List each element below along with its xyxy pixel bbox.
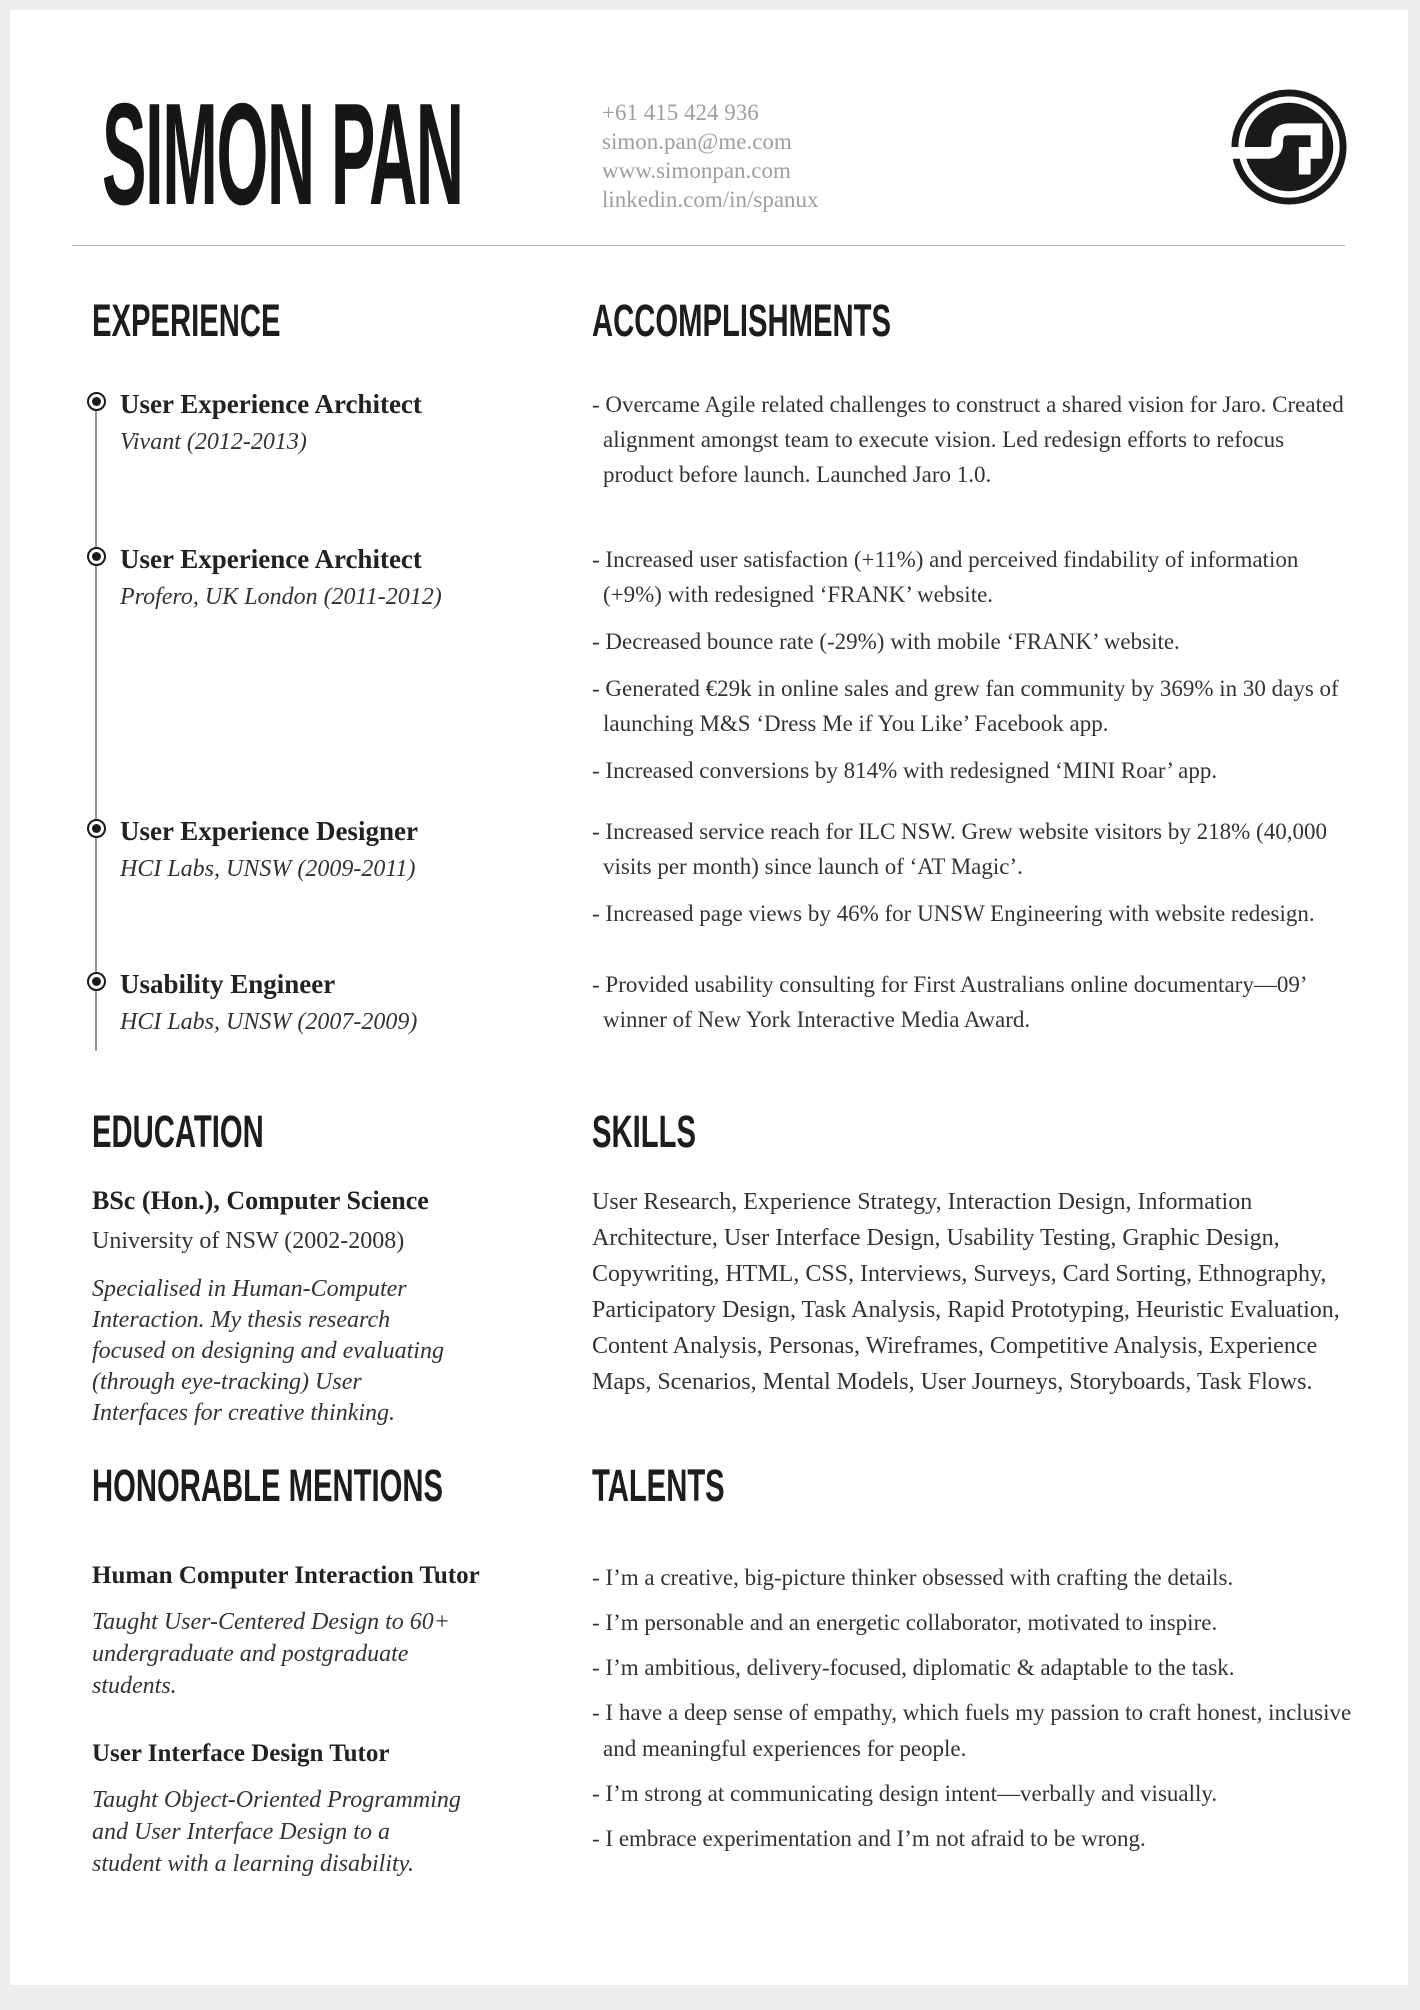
accomplishment-bullet: - Generated €29k in online sales and grew fan community by 369% in 30 days of launching M&S ‘Dress Me if You Like’ Facebook app. (592, 671, 1360, 741)
mention-role: Human Computer Interaction Tutor (92, 1562, 480, 1589)
section-headings-row-1 (92, 295, 1362, 346)
experience-org: HCI Labs, UNSW (2007-2009) (120, 1009, 418, 1035)
talents-heading: TALENTS (592, 1460, 725, 1511)
contact-phone: +61 415 424 936 (602, 100, 759, 125)
accomplishment-bullet: - Increased service reach for ILC NSW. Grew website visitors by 218% (40,000 visits per month) since launch of ‘AT Magic’. (592, 814, 1360, 884)
skills-list-text: User Research, Experience Strategy, Interaction Design, Information Architecture, User Interface Design, Usability Testing, Graphic Design, Copywriting, HTML, CSS, Interviews, Surveys, Card Sorting, Ethnography, Participatory Design, Task Analysis, Rapid Prototyping, Heuristic Evaluation, Content Analysis, Personas, Wireframes, Competitive Analysis, Experience Maps, Scenarios, Mental Models, User Journeys, Storyboards, Task Flows. (592, 1189, 1340, 1395)
honorable-mention-item (92, 1738, 542, 1880)
talents-content (582, 1560, 1362, 1857)
experience-row-1 (92, 387, 1362, 492)
mentions-talents-row (92, 1560, 1362, 1880)
experience-org: Profero, UK London (2011-2012) (120, 584, 442, 610)
timeline-dot-icon (87, 547, 106, 566)
mention-role: User Interface Design Tutor (92, 1740, 390, 1767)
experience-row-3 (92, 814, 1362, 931)
experience-row-2 (92, 542, 1362, 788)
accomplishment-bullet: - Decreased bounce rate (-29%) with mobile ‘FRANK’ website. (592, 624, 1360, 659)
resume-owner-name: SIMON PAN (102, 73, 463, 235)
resume-page (10, 10, 1408, 1985)
experience-heading: EXPERIENCE (92, 295, 281, 346)
skills-content (582, 1184, 1362, 1400)
experience-org: HCI Labs, UNSW (2009-2011) (120, 856, 416, 882)
contact-block (602, 98, 819, 227)
section-headings-row-2 (92, 1106, 1362, 1157)
experience-org: Vivant (2012-2013) (120, 429, 307, 455)
accomplishment-group (582, 542, 1362, 788)
talent-bullet: - I’m a creative, big-picture thinker obsessed with crafting the details. (592, 1560, 1360, 1596)
timeline-dot-icon (87, 392, 106, 411)
experience-role: User Experience Architect (120, 389, 422, 419)
education-school: University of NSW (2002-2008) (92, 1228, 405, 1254)
experience-timeline-line (95, 401, 97, 1051)
accomplishment-bullet: - Overcame Agile related challenges to construct a shared vision for Jaro. Created alignment amongst team to execute vision. Led redesign efforts to refocus product before launch. Launched Jaro 1.0. (592, 387, 1360, 492)
accomplishment-bullet: - Increased conversions by 814% with redesigned ‘MINI Roar’ app. (592, 753, 1360, 788)
skills-heading: SKILLS (592, 1106, 697, 1157)
timeline-dot-icon (87, 972, 106, 991)
timeline-dot-icon (87, 819, 106, 838)
talent-bullet: - I embrace experimentation and I’m not afraid to be wrong. (592, 1821, 1360, 1857)
accomplishment-bullet: - Increased user satisfaction (+11%) and perceived findability of information (+9%) with redesigned ‘FRANK’ website. (592, 542, 1360, 612)
education-skills-row (92, 1184, 1362, 1429)
education-degree: BSc (Hon.), Computer Science (92, 1186, 429, 1215)
experience-item (92, 387, 542, 457)
sp-monogram-logo-icon (1230, 88, 1348, 206)
talent-bullet: - I have a deep sense of empathy, which fuels my passion to craft honest, inclusive and meaningful experiences for people. (592, 1695, 1360, 1767)
accomplishment-bullet: - Increased page views by 46% for UNSW Engineering with website redesign. (592, 896, 1360, 931)
experience-role: Usability Engineer (120, 969, 336, 999)
accomplishment-bullet: - Provided usability consulting for First Australians online documentary—09’ winner of New York Interactive Media Award. (592, 967, 1360, 1037)
talent-bullet: - I’m personable and an energetic collaborator, motivated to inspire. (592, 1605, 1360, 1641)
accomplishment-group (582, 387, 1362, 492)
accomplishment-group (582, 814, 1362, 931)
education-note: Specialised in Human-Computer Interaction. My thesis research focused on designing and evaluating (through eye-tracking) User Interfaces for creative thinking. (92, 1276, 444, 1426)
contact-linkedin: linkedin.com/in/spanux (602, 187, 819, 212)
header (92, 10, 1362, 235)
accomplishments-heading: ACCOMPLISHMENTS (592, 295, 891, 346)
honorable-mentions-content (92, 1560, 542, 1880)
honorable-mentions-heading: HONORABLE MENTIONS (92, 1460, 443, 1511)
mention-note: Taught Object-Oriented Programming and User Interface Design to a student with a learning disability. (92, 1787, 461, 1877)
experience-item (92, 542, 542, 612)
contact-email: simon.pan@me.com (602, 129, 792, 154)
experience-row-4 (92, 967, 1362, 1037)
talent-bullet: - I’m strong at communicating design intent—verbally and visually. (592, 1776, 1360, 1812)
education-item (92, 1184, 542, 1429)
name-wrap (102, 73, 602, 235)
experience-item (92, 967, 542, 1037)
talent-bullet: - I’m ambitious, delivery-focused, diplomatic & adaptable to the task. (592, 1650, 1360, 1686)
experience-role: User Experience Architect (120, 544, 422, 574)
mention-note: Taught User-Centered Design to 60+ undergraduate and postgraduate students. (92, 1609, 450, 1699)
experience-item (92, 814, 542, 884)
sp-monogram-svg (1230, 88, 1348, 206)
header-divider (72, 245, 1345, 246)
experience-role: User Experience Designer (120, 816, 418, 846)
accomplishment-group (582, 967, 1362, 1037)
education-heading: EDUCATION (92, 1106, 264, 1157)
honorable-mention-item (92, 1560, 542, 1702)
contact-website: www.simonpan.com (602, 158, 791, 183)
section-headings-row-3 (92, 1460, 1362, 1511)
